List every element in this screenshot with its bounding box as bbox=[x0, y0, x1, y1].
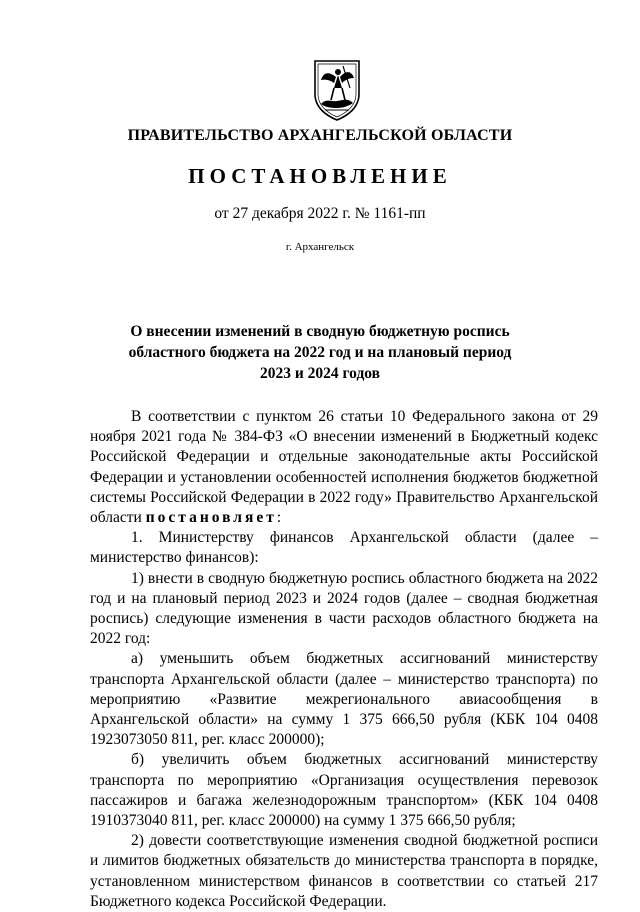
item-1-1-paragraph: 1) внести в сводную бюджетную роспись областного бюджета на 2022 год и на плановый период 2023 и 2024 годов (далее – сводная бюджетная роспись) следующие изменения в части расходов областного бюджета на 2022 год: bbox=[90, 569, 598, 648]
document-subject bbox=[0, 321, 640, 384]
item-1-paragraph: 1. Министерству финансов Архангельской области (далее – министерство финансов): bbox=[90, 529, 598, 567]
item-1-1-a-paragraph: а) уменьшить объем бюджетных ассигнований министерству транспорта Архангельской области (далее – министерство транспорта) по мероприятию «Развитие межрегионального авиасообщения в Архангельской области» на сумму 1 375 666,50 рубля (КБК 104 0408 1923073050 811, рег. класс 200000); bbox=[90, 650, 598, 749]
subject-line: О внесении изменений в сводную бюджетную роспись bbox=[130, 323, 510, 340]
decree-word: постановляет bbox=[145, 509, 277, 527]
preamble-paragraph bbox=[90, 407, 598, 528]
item-1-1-b-paragraph: б) увеличить объем бюджетных ассигнований министерству транспорта по мероприятию «Организация осуществления перевозок пассажиров и багажа железнодорожным транспортом» (КБК 104 0408 1910373040 811, рег. класс 200000) на сумму 1 375 666,50 рубля; bbox=[90, 751, 598, 830]
subject-line: 2023 и 2024 годов bbox=[259, 365, 381, 382]
authority-name: ПРАВИТЕЛЬСТВО АРХАНГЕЛЬСКОЙ ОБЛАСТИ bbox=[127, 127, 513, 144]
preamble-text: В соответствии с пунктом 26 статьи 10 Федерального закона от 29 ноября 2021 года № 384-ФЗ «О внесении изменений в Бюджетный кодекс Российской Федерации и отдельные законодательные акты Российской Федерации и установлении особенностей исполнения бюджетов бюджетной системы Российской Федерации в 2022 году» Правительство Архангельской области bbox=[90, 408, 598, 527]
document-type: ПОСТАНОВЛЕНИЕ bbox=[188, 164, 452, 188]
document-city: г. Архангельск bbox=[285, 241, 355, 253]
subject-line: областного бюджета на 2022 год и на плановый период bbox=[128, 344, 512, 361]
arkhangelsk-coat-of-arms-icon bbox=[312, 58, 362, 122]
item-1-2-paragraph: 2) довести соответствующие изменения сводной бюджетной росписи и лимитов бюджетных обязательств до министерства транспорта в порядке, установленном министерством финансов в соответствии со статьей 217 Бюджетного кодекса Российской Федерации. bbox=[90, 832, 598, 910]
decree-colon: : bbox=[276, 509, 282, 527]
document-body bbox=[90, 407, 598, 912]
document-date-number: от 27 декабря 2022 г. № 1161-пп bbox=[214, 205, 426, 222]
